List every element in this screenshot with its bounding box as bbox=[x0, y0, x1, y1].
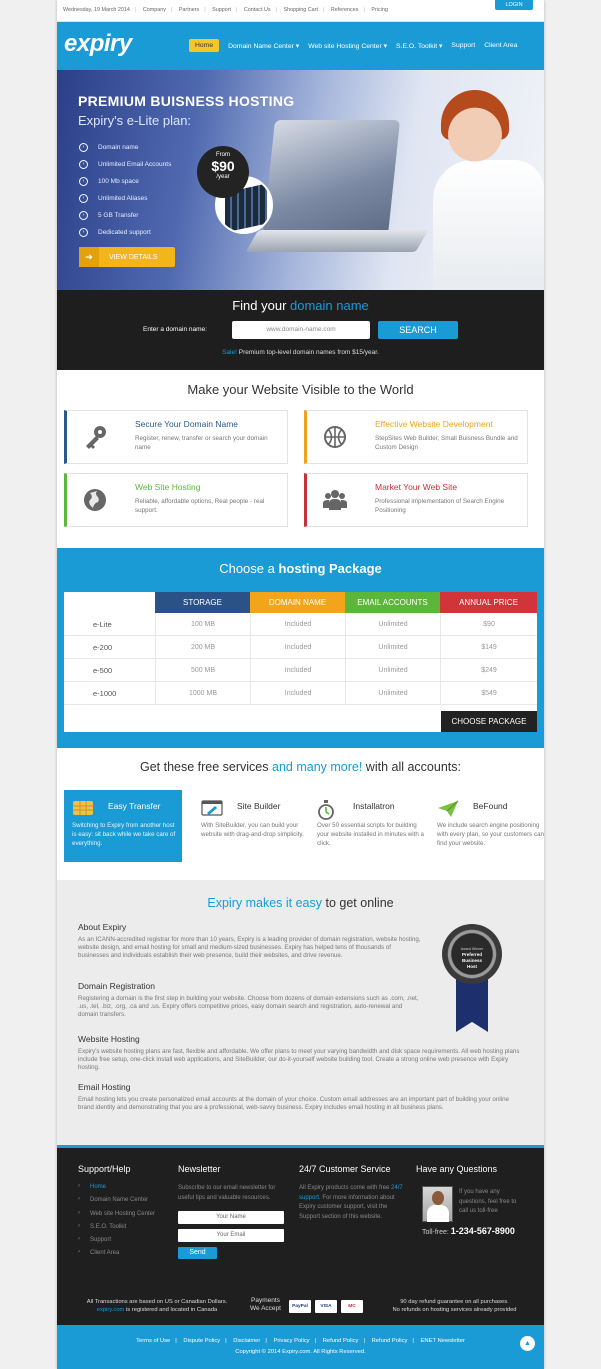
footer-link-domain-center[interactable]: › Domain Name Center bbox=[78, 1197, 155, 1210]
newsletter-text: Subscribe to our email newsletter for useful tips and valuable resources. bbox=[178, 1185, 276, 1201]
service-title: Easy Transfer bbox=[108, 801, 161, 811]
avatar bbox=[422, 1186, 453, 1222]
service-site-builder[interactable] bbox=[193, 790, 311, 862]
hero-banner bbox=[57, 70, 544, 290]
email-hosting-heading: Email Hosting bbox=[78, 1082, 131, 1092]
list-item: › Unlimited Aliases bbox=[79, 190, 171, 207]
top-link-cart[interactable]: Shopping Cart bbox=[283, 7, 318, 13]
footer bbox=[57, 1145, 544, 1325]
domain-registration-text: Registering a domain is the first step in building your website. Choose from dozens of domain extensions such as .com, .net, .us, .tel, .biz, .org, .ca and .us. Expiry offers competitive prices, easy domain search and registration, auto-renewal and domain transfers. bbox=[78, 995, 419, 1019]
hero-feature-list bbox=[79, 139, 171, 241]
header bbox=[57, 22, 544, 70]
top-bar bbox=[57, 0, 544, 22]
feature-box-title: Effective Website Development bbox=[375, 419, 493, 429]
hero-subtitle: Expiry's e-Lite plan: bbox=[78, 113, 192, 128]
list-item: › 100 Mb space bbox=[79, 173, 171, 190]
price-badge: From $90 /year bbox=[197, 146, 249, 198]
column-header-storage: STORAGE bbox=[155, 592, 250, 613]
top-link-contact[interactable]: Contact Us bbox=[243, 7, 271, 13]
ribbon-icon bbox=[456, 976, 488, 1032]
chevron-right-icon: › bbox=[79, 211, 88, 220]
service-title: Site Builder bbox=[237, 801, 281, 811]
top-link-support[interactable]: Support bbox=[212, 7, 231, 13]
service-title: Installatron bbox=[353, 801, 395, 811]
legal-links: Terms of Use | Dispute Policy | Disclaimer | Privacy Policy | Refund Policy | Refund Policy | ENET Newsletter bbox=[136, 1338, 465, 1344]
domain-search-button[interactable]: SEARCH bbox=[378, 321, 458, 339]
choose-package-button[interactable]: CHOOSE PACKAGE bbox=[441, 711, 537, 732]
bottom-bar bbox=[57, 1325, 544, 1369]
list-item: › Unlimited Email Accounts bbox=[79, 156, 171, 173]
expiry-link[interactable]: expiry.com bbox=[96, 1306, 125, 1313]
hosting-package-section bbox=[57, 548, 544, 748]
footer-support-links bbox=[78, 1184, 155, 1264]
service-desc: With SiteBuilder, you can build your website with drag-and-drop simplicity. bbox=[201, 822, 304, 838]
feature-box-title: Market Your Web Site bbox=[375, 482, 458, 492]
table-row[interactable]: e-Lite 100 MB Included Unlimited $90 bbox=[64, 613, 537, 636]
service-desc: We include search engine positioning with every plan, so your customers can find your website. bbox=[437, 822, 544, 847]
service-installatron[interactable] bbox=[309, 790, 427, 862]
free-services-title: Get these free services and many more! with all accounts: bbox=[139, 760, 461, 774]
tollfree-phone: Toll-free: 1-234-567-8900 bbox=[422, 1226, 515, 1236]
table-row[interactable]: e-200 200 MB Included Unlimited $149 bbox=[64, 636, 537, 659]
newsletter-email-input[interactable]: Your Email bbox=[178, 1229, 284, 1242]
users-group-icon bbox=[321, 486, 349, 514]
paypal-icon: PayPal bbox=[289, 1300, 311, 1313]
footer-link-home[interactable]: › Home bbox=[78, 1184, 155, 1197]
refund-notice: 90 day refund guarantee on all purchases. No refunds on hosting services already provided bbox=[392, 1299, 517, 1313]
top-link-references[interactable]: References bbox=[330, 7, 359, 13]
nav-client-area[interactable]: Client Area bbox=[484, 42, 518, 49]
footer-link-support[interactable]: › Support bbox=[78, 1237, 155, 1250]
laptop-keyboard-image bbox=[246, 230, 429, 252]
chevron-right-icon: › bbox=[79, 228, 88, 237]
domain-input-label: Enter a domain name: bbox=[143, 326, 207, 333]
stopwatch-icon bbox=[317, 800, 335, 814]
list-item: › Dedicated support bbox=[79, 224, 171, 241]
visibility-title: Make your Website Visible to the World bbox=[187, 382, 414, 397]
free-services-section bbox=[57, 748, 544, 880]
nav-seo-toolkit[interactable]: S.E.O. Toolkit ▾ bbox=[396, 42, 443, 50]
link-dispute-policy[interactable]: Dispute Policy bbox=[183, 1338, 221, 1344]
feature-box-desc: StepSites Web Builder, Small Buisness Bundle and Custom Design bbox=[375, 435, 518, 451]
chevron-right-icon: › bbox=[79, 143, 88, 152]
hero-title: PREMIUM BUISNESS HOSTING bbox=[78, 93, 295, 109]
website-hosting-heading: Website Hosting bbox=[78, 1034, 140, 1044]
feature-box-title: Secure Your Domain Name bbox=[135, 419, 239, 429]
domain-search-section bbox=[57, 290, 544, 370]
feature-box-desc: Reliable, affordable options, Real people - real support. bbox=[135, 498, 265, 514]
questions-text: If you have any questions, feel free to call us toll-free bbox=[459, 1189, 517, 1214]
top-link-pricing[interactable]: Pricing bbox=[371, 7, 388, 13]
package-table bbox=[64, 592, 537, 732]
visa-icon: VISA bbox=[315, 1300, 337, 1313]
copyright: Copyright © 2014 Expiry.com. All Rights Reserved. bbox=[235, 1349, 366, 1355]
page bbox=[57, 0, 544, 1369]
link-refund-policy[interactable]: Refund Policy bbox=[322, 1338, 359, 1344]
top-link-company[interactable]: Company bbox=[142, 7, 166, 13]
service-befound[interactable] bbox=[429, 790, 544, 862]
view-details-button[interactable]: ➔ VIEW DETAILS bbox=[79, 247, 175, 267]
footer-link-client-area[interactable]: › Client Area bbox=[78, 1250, 155, 1263]
column-header-annual-price: ANNUAL PRICE bbox=[440, 592, 537, 613]
website-hosting-text: Expiry's website hosting plans are fast, flexible and affordable. We offer plans to meet your varying bandwidth and disk space requirements. All web hosting plans include free setup, one-click install web applications, and SiteBuilder, our do-it-yourself website building tool. Create a strong online web presence with Expiry hosting. bbox=[78, 1048, 520, 1072]
service-easy-transfer[interactable] bbox=[64, 790, 182, 862]
chevron-right-icon: › bbox=[79, 194, 88, 203]
chevron-down-icon: ▾ bbox=[381, 42, 388, 50]
footer-link-hosting-center[interactable]: › Web site Hosting Center bbox=[78, 1211, 155, 1224]
list-item: › Domain name bbox=[79, 139, 171, 156]
paper-plane-icon bbox=[437, 800, 455, 814]
nav-hosting-center[interactable]: Web site Hosting Center ▾ bbox=[308, 42, 388, 50]
about-section bbox=[57, 880, 544, 1145]
service-title: BeFound bbox=[473, 801, 508, 811]
questions-title: Have any Questions bbox=[416, 1164, 498, 1174]
hosting-title: Choose a hosting Package bbox=[219, 561, 382, 576]
list-item: › 5 GB Transfer bbox=[79, 207, 171, 224]
arrow-right-icon: ➔ bbox=[79, 247, 99, 267]
footer-bottom bbox=[57, 1288, 544, 1328]
nav-home[interactable]: Home bbox=[189, 39, 219, 52]
top-link-partners[interactable]: Partners bbox=[178, 7, 200, 13]
column-header-email-accounts: EMAIL ACCOUNTS bbox=[345, 592, 440, 613]
about-heading: About Expiry bbox=[78, 922, 127, 932]
logo[interactable]: expiry bbox=[64, 30, 132, 57]
basketball-icon bbox=[321, 423, 349, 451]
top-links: Wednesday, 19 March 2014 | Company | Partners | Support | Contact Us | Shopping Cart | References | Pricing bbox=[63, 7, 388, 13]
about-title: Expiry makes it easy to get online bbox=[207, 896, 394, 910]
feature-box-title: Web Site Hosting bbox=[135, 482, 201, 492]
customer-service-title: 24/7 Customer Service bbox=[299, 1164, 391, 1174]
feature-box-market-site[interactable] bbox=[304, 473, 528, 527]
table-row[interactable]: e-1000 1000 MB Included Unlimited $549 bbox=[64, 682, 537, 705]
mastercard-icon: MC bbox=[341, 1300, 363, 1313]
feature-box-secure-domain[interactable] bbox=[64, 410, 288, 464]
hero-price: $90 bbox=[211, 158, 235, 174]
transaction-notice: All Transactions are based on US or Canadian Dollars. expiry.com is registered and located in Canada bbox=[86, 1299, 228, 1313]
link-disclaimer[interactable]: Disclaimer bbox=[233, 1338, 261, 1344]
globe-icon bbox=[81, 486, 109, 514]
link-terms[interactable]: Terms of Use bbox=[136, 1338, 171, 1344]
sale-notice: Sale! Premium top-level domain names from $15/year. bbox=[222, 349, 379, 356]
current-date: Wednesday, 19 March 2014 bbox=[63, 7, 130, 13]
about-text: As an ICANN-accredited registrar for more than 10 years, Expiry is a leading provider of domain registration, website hosting, website design, and email hosting for small and medium-sized businesses. Expiry has helped tens of thousands of businesses and individuals establish their web presence, build their websites, and drive revenue. bbox=[78, 936, 421, 960]
newsletter-title: Newsletter bbox=[178, 1164, 221, 1174]
scroll-top-icon[interactable]: ▲ bbox=[520, 1336, 535, 1351]
footer-link-seo-toolkit[interactable]: › S.E.O. Toolkit bbox=[78, 1224, 155, 1237]
chevron-down-icon: ▾ bbox=[293, 42, 300, 50]
woman-photo bbox=[423, 90, 544, 290]
visibility-section bbox=[57, 370, 544, 548]
service-desc: Over 50 essential scripts for building your website installed in minutes with a click. bbox=[317, 822, 424, 847]
link-refund-policy-2[interactable]: Refund Policy bbox=[371, 1338, 408, 1344]
feature-box-web-hosting[interactable] bbox=[64, 473, 288, 527]
service-desc: Switching to Expiry from another host is easy: sit back while we take care of everything. bbox=[72, 822, 176, 847]
support-link[interactable]: 24/7 support bbox=[299, 1185, 403, 1201]
nav-domain-center[interactable]: Domain Name Center ▾ bbox=[228, 42, 300, 50]
chevron-right-icon: › bbox=[79, 160, 88, 169]
footer-support-title: Support/Help bbox=[78, 1164, 131, 1174]
nav-support[interactable]: Support bbox=[451, 42, 476, 49]
laptop-image bbox=[263, 120, 400, 235]
column-header-domain-name: DOMAIN NAME bbox=[250, 592, 345, 613]
email-hosting-text: Email hosting lets you create personalized email accounts at the domain of your choice. Custom email addresses are an important part of building your online brand identity and demonstrating that you are a professional, web-savvy business. Expiry includes email hosting in all business plans. bbox=[78, 1096, 509, 1112]
link-privacy-policy[interactable]: Privacy Policy bbox=[273, 1338, 310, 1344]
domain-registration-heading: Domain Registration bbox=[78, 981, 156, 991]
feature-box-desc: Professional implementation of Search Engine Positioning bbox=[375, 498, 505, 514]
chevron-right-icon: › bbox=[79, 177, 88, 186]
newsletter-name-input[interactable]: Your Name bbox=[178, 1211, 284, 1224]
feature-box-desc: Register, renew, transfer or search your domain name bbox=[135, 435, 268, 451]
payments-label: Payments We Accept bbox=[250, 1297, 281, 1312]
domain-search-input[interactable]: www.domain-name.com bbox=[232, 321, 370, 339]
award-badge: Award Winner Preferred Business Host bbox=[442, 924, 502, 1034]
main-nav bbox=[189, 39, 526, 52]
link-enet-newsletter[interactable]: ENET Newsletter bbox=[420, 1338, 465, 1344]
card-chip-icon bbox=[72, 800, 90, 814]
site-builder-icon bbox=[201, 800, 219, 814]
login-button[interactable]: LOGIN bbox=[495, 0, 533, 10]
key-icon bbox=[81, 423, 109, 451]
feature-box-web-development[interactable] bbox=[304, 410, 528, 464]
domain-search-title: Find your domain name bbox=[232, 298, 369, 313]
customer-service-text: All Expiry products come with free 24/7 support. For more information about Expiry customer support, visit the Support section of this website. bbox=[299, 1185, 403, 1220]
newsletter-send-button[interactable]: Send bbox=[178, 1247, 217, 1259]
chevron-down-icon: ▾ bbox=[437, 42, 443, 50]
table-row[interactable]: e-500 500 MB Included Unlimited $249 bbox=[64, 659, 537, 682]
